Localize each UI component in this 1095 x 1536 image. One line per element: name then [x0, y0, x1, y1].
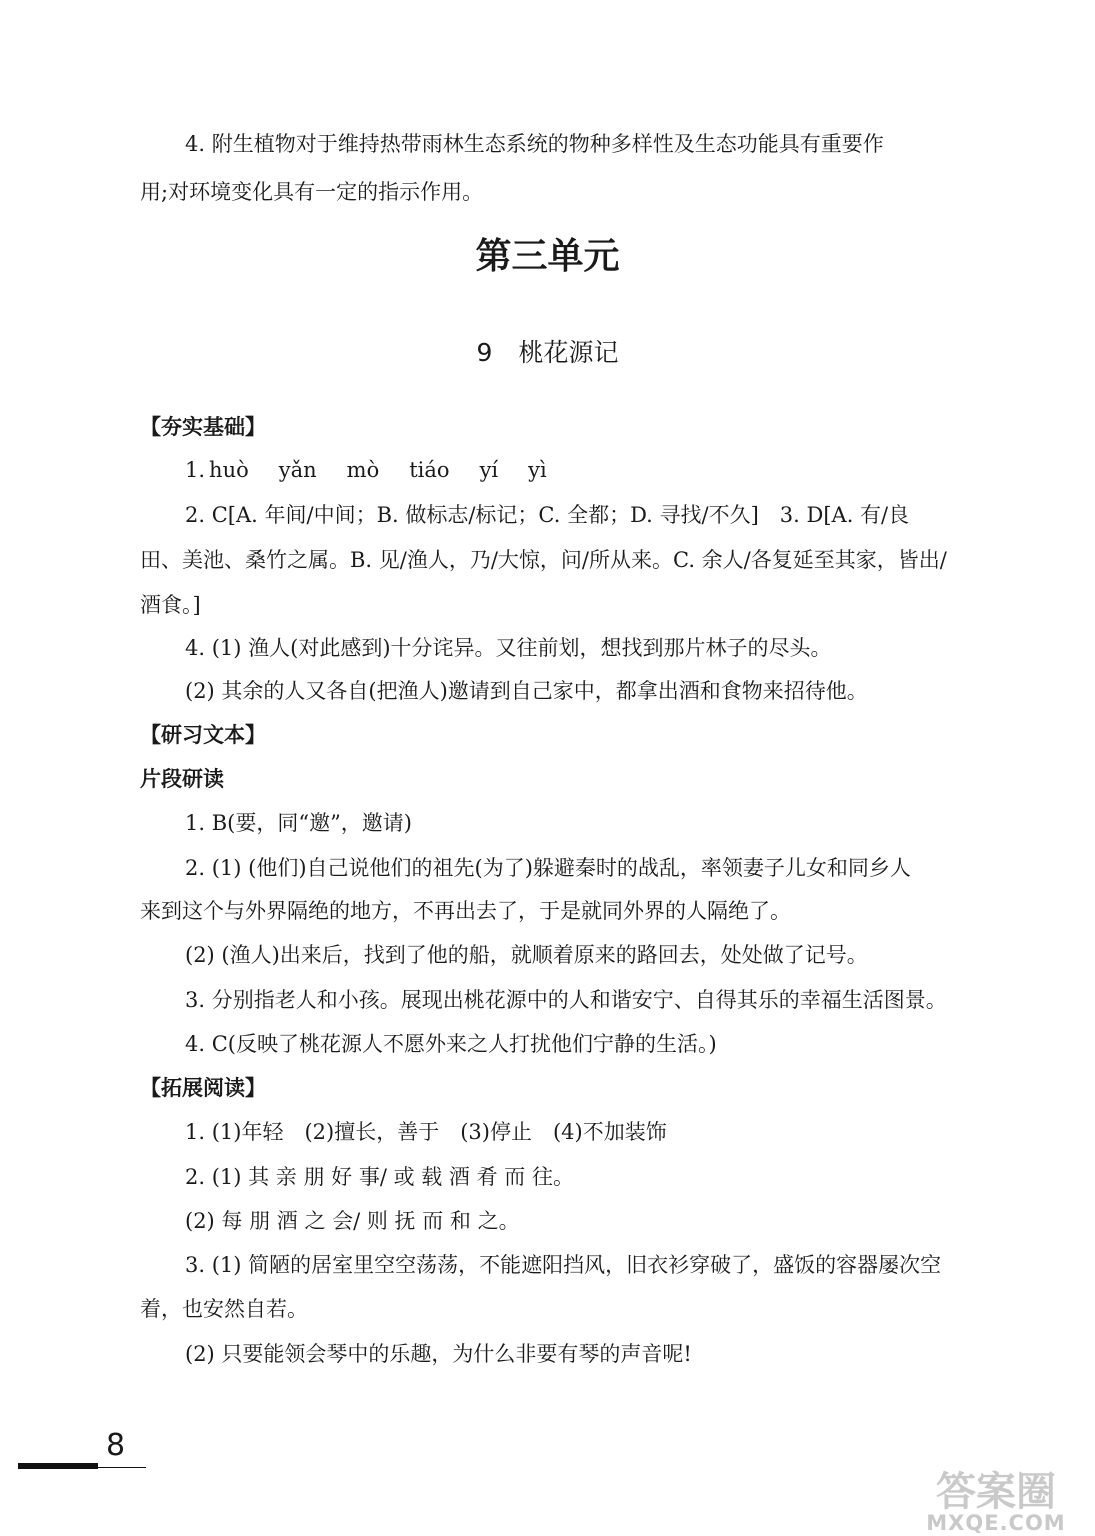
lesson-name: 桃花源记: [518, 338, 619, 367]
answer-line: 2. (1) (他们)自己说他们的祖先(为了)躲避秦时的战乱，率领妻子儿女和同乡人: [185, 856, 911, 880]
section-heading-study-text: 【研习文本】: [140, 723, 266, 747]
answer-line: 田、美池、桑竹之属。B. 见/渔人，乃/大惊，问/所从来。C. 余人/各复延至其家，皆出/: [140, 548, 947, 572]
watermark-url: MXQE.COM: [926, 1511, 1066, 1535]
answer-line: (2) 只要能领会琴中的乐趣，为什么非要有琴的声音呢!: [185, 1342, 692, 1366]
answer-line: 来到这个与外界隔绝的地方，不再出去了，于是就同外界的人隔绝了。: [140, 899, 791, 923]
answer-line: 3. (1) 简陋的居室里空空荡荡，不能遮阳挡风，旧衣衫穿破了，盛饭的容器屡次空: [185, 1253, 942, 1277]
answer-line: 2. (1) 其 亲 朋 好 事/ 或 载 酒 肴 而 往。: [185, 1165, 574, 1189]
answer-line: (2) 每 朋 酒 之 会/ 则 抚 而 和 之。: [185, 1209, 520, 1233]
answer-line: (2) (渔人)出来后，找到了他的船，就顺着原来的路回去，处处做了记号。: [185, 943, 868, 967]
question-label: 1.: [185, 458, 206, 482]
subheading-segment-reading: 片段研读: [140, 767, 224, 791]
answer-line: 1. B(要，同“邀”，邀请): [185, 811, 413, 835]
pinyin-item: mò: [346, 458, 380, 482]
answer-line: 1. (1)年轻 (2)擅长，善于 (3)停止 (4)不加装饰: [185, 1120, 667, 1144]
watermark-logo: 答案圈: [936, 1469, 1056, 1515]
answer-line-pinyin: [185, 455, 1025, 485]
paragraph-line: 用;对环境变化具有一定的指示作用。: [140, 180, 484, 204]
pinyin-item: huò: [209, 458, 249, 482]
answer-line: 3. 分别指老人和小孩。展现出桃花源中的人和谐安宁、自得其乐的幸福生活图景。: [185, 988, 947, 1012]
answer-line: 酒食。]: [140, 593, 201, 617]
pinyin-item: tiáo: [409, 458, 450, 482]
answer-line: 4. (1) 渔人(对此感到)十分诧异。又往前划，想找到那片林子的尽头。: [185, 636, 832, 660]
page-number: 8: [106, 1428, 126, 1463]
unit-title: 第三单元: [475, 236, 620, 277]
answer-line: 4. C(反映了桃花源人不愿外来之人打扰他们宁静的生活。): [185, 1032, 717, 1056]
lesson-number: 9: [476, 338, 493, 367]
answer-line: 2. C[A. 年间/中间；B. 做标志/标记；C. 全都；D. 寻找/不久] 3. D[A. 有/良: [185, 503, 910, 527]
lesson-title: [0, 336, 1095, 370]
answer-line: (2) 其余的人又各自(把渔人)邀请到自己家中，都拿出酒和食物来招待他。: [185, 679, 868, 703]
pinyin-item: yì: [528, 458, 547, 482]
page-number-rule: [98, 1467, 146, 1468]
section-heading-foundation: 【夯实基础】: [140, 415, 266, 439]
section-heading-extended-reading: 【拓展阅读】: [140, 1076, 266, 1100]
paragraph-line: 4. 附生植物对于维持热带雨林生态系统的物种多样性及生态功能具有重要作: [185, 132, 884, 156]
pinyin-item: yǎn: [278, 458, 317, 482]
answer-line: 着，也安然自若。: [140, 1297, 308, 1321]
page-number-bar: [18, 1463, 98, 1469]
pinyin-item: yí: [479, 458, 499, 482]
